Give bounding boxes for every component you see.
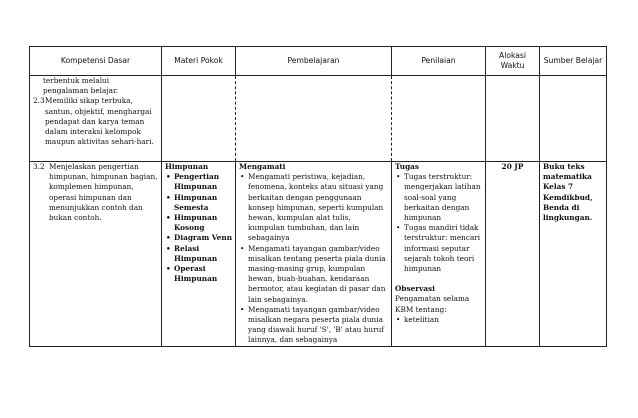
table-header-row [30,47,607,76]
pembelajaran-cell [236,76,392,162]
materi-cell [162,162,236,347]
materi-list [165,172,232,284]
sumber-cell: Buku teks matematika Kelas 7 Kemdikbud, Benda di lingkungan. [540,162,607,347]
list-item: • Operasi Himpunan [165,264,232,284]
kd-continuation-line: terbentuk melalui [43,76,110,85]
sumber-cell [540,76,607,162]
alokasi-cell: 20 JP [486,162,540,347]
penilaian-list-observasi [395,315,482,325]
list-item: • Pengertian Himpunan [165,172,232,192]
header-materi-pokok: Materi Pokok [162,47,236,76]
pembelajaran-title: Mengamati [239,162,286,171]
penilaian-cell [392,76,486,162]
header-penilaian: Penilaian [392,47,486,76]
list-item: • ketelitian [395,315,482,325]
kd-cell [30,162,162,347]
kd-cell [30,76,162,162]
penilaian-observasi-text: Pengamatan selama KBM tentang: [395,294,470,314]
pembelajaran-cell [236,162,392,347]
syllabus-table [29,46,607,347]
materi-cell [162,76,236,162]
alokasi-cell [486,76,540,162]
header-pembelajaran: Pembelajaran [236,47,392,76]
list-item: • Relasi Himpunan [165,244,232,264]
kd-text: Menjelaskan pengertian himpunan, himpunan bagian, komplemen himpunan, operasi himpunan dan menunjukkan contoh dan bukan contoh. [49,162,158,223]
pembelajaran-list [239,172,388,345]
list-item: • Himpunan Semesta [165,193,232,213]
header-sumber-belajar: Sumber Belajar [540,47,607,76]
list-item: • Tugas mandiri tidak terstruktur: mencari informasi seputar sejarah tokoh teori himpunan [395,223,482,274]
kd-number: 3.2 [33,162,45,171]
kd-continuation-line: pengalaman belajar. [43,86,118,96]
table-row [30,76,607,162]
list-item: • Mengamati tayangan gambar/video misalkan negara peserta piala dunia yang diawali huruf 'S', 'B' atau huruf lainnya, dan sebagainya [239,305,388,346]
list-item: • Mengamati tayangan gambar/video misalkan tentang peserta piala dunia masing-masing grup, kumpulan hewan, buah-buahan, kendaraan bermotor, atau kegiatan di pasar dan lain sebagainya. [239,244,388,305]
penilaian-list-tugas [395,172,482,274]
penilaian-cell [392,162,486,347]
materi-title: Himpunan [165,162,209,171]
list-item: • Diagram Venn [165,233,232,243]
penilaian-title-tugas: Tugas [395,162,420,171]
kd-text: Memiliki sikap terbuka, santun, objektif, menghargai pendapat dan karya teman dalam interaksi kelompok maupun aktivitas sehari-hari. [45,96,154,147]
header-kompetensi-dasar: Kompetensi Dasar [30,47,162,76]
list-item: • Mengamati peristiwa, kejadian, fenomena, konteks atau situasi yang berkaitan dengan penggunaan konsep himpunan, seperti kumpulan hewan, kumpulan alat tulis, kumpulan tumbuhan, dan lain sebagainya [239,172,388,243]
kd-number: 2.3 [33,96,45,106]
list-item: • Tugas terstruktur: mengerjakan latihan soal-soal yang berkaitan dengan himpunan [395,172,482,223]
header-alokasi-waktu: Alokasi Waktu [486,47,540,76]
list-item: • Himpunan Kosong [165,213,232,233]
penilaian-title-observasi: Observasi [395,284,435,294]
table-row [30,162,607,347]
